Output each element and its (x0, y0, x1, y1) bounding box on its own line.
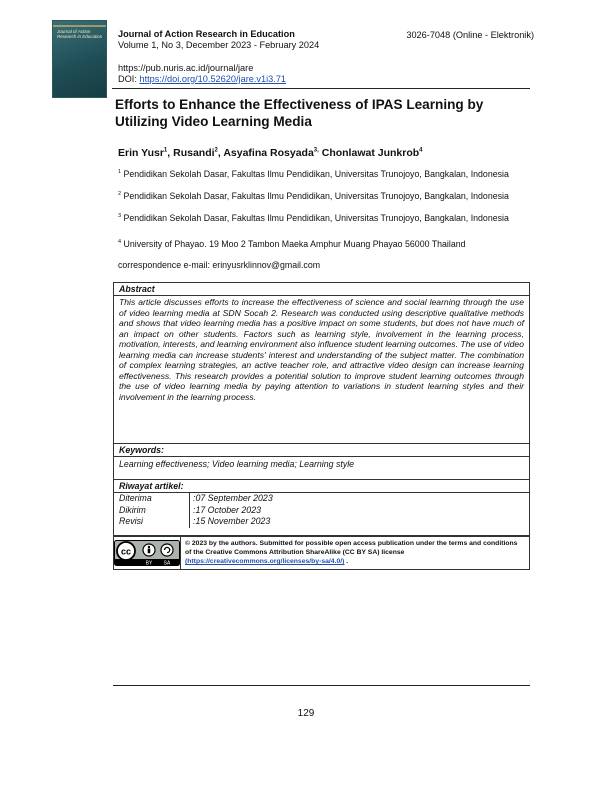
affiliation-sup: 3 (118, 213, 122, 219)
article-title: Efforts to Enhance the Effectiveness of IPAS Learning by Utilizing Video Learning Media (115, 97, 484, 129)
license-link[interactable]: (https://creativecommons.org/licenses/by-sa/4.0/) (185, 558, 345, 565)
author-list (118, 147, 423, 159)
cc-by-sa-badge (114, 537, 181, 569)
svg-text:cc: cc (120, 546, 132, 557)
history-label: Revisi (114, 516, 190, 528)
journal-name: Journal of Action Research in Education (118, 29, 295, 39)
abstract-heading: Abstract (114, 283, 529, 296)
affiliation-text: Pendidikan Sekolah Dasar, Fakultas Ilmu Pendidikan, Universitas Trunojoyo, Bangkalan, Indonesia (123, 212, 509, 223)
license-statement: © 2023 by the authors. Submitted for possible open access publication under the terms and conditions of the Creative Commons Attribution ShareAlike (CC BY SA) license (185, 540, 518, 556)
affiliation-sup: 4 (118, 239, 122, 245)
license-text (181, 537, 529, 569)
keywords-box (113, 444, 530, 480)
doi-link[interactable]: https://doi.org/10.52620/jare.v1i3.71 (139, 74, 287, 84)
history-value: :07 September 2023 (193, 493, 273, 503)
correspondence-email: correspondence e-mail: erinyusrklinnov@gmail.com (118, 260, 321, 270)
volume-info: Volume 1, No 3, December 2023 - February 2024 (118, 40, 320, 50)
author-sup: 1 (163, 147, 168, 154)
history-label: Dikirim (114, 505, 190, 517)
history-row (114, 516, 529, 528)
badge-sa-label: SA (163, 560, 171, 566)
abstract-box (113, 282, 530, 444)
journal-cover-image (52, 20, 107, 98)
history-heading: Riwayat artikel: (114, 480, 529, 493)
footer-rule (113, 685, 530, 686)
affiliation-sup: 1 (118, 169, 122, 175)
badge-by-label: BY (145, 560, 153, 566)
license-box (113, 536, 530, 570)
author-name: Rusandi (173, 147, 215, 159)
author-sup: 3, (313, 147, 319, 154)
doi-label: DOI: (118, 74, 137, 84)
affiliation-text: Pendidikan Sekolah Dasar, Fakultas Ilmu Pendidikan, Universitas Trunojoyo, Bangkalan, Indonesia (123, 190, 509, 201)
affiliation-1 (118, 167, 530, 180)
abstract-text: This article discusses efforts to increase the effectiveness of science and social learning through the use of video learning media at SDN Socah 2. Research was conducted using descriptive qualitative methods and shows that video learning media has a positive impact on some students, but does not have much of an impact on other students. Factors such as learning style, involvement in the learning process, motivation, interests, and learning environment also influence student learning outcomes. The use of video learning media can increase students' interest and understanding of the subject matter. The combination of complex learning strategies, an active teacher role, and attractive video design can increase learning effectiveness. This research provides a potential solution to improve student learning outcomes through the use of video learning media by paying attention to variations in student learning styles and their involvement in the learning process. (119, 297, 524, 402)
history-row (114, 493, 529, 505)
license-suffix: . (344, 558, 349, 565)
keywords-heading: Keywords: (114, 444, 529, 457)
history-value: :15 November 2023 (193, 516, 271, 526)
author-sup: 4 (419, 147, 423, 154)
doi-line (118, 74, 286, 85)
keywords-text: Learning effectiveness; Video learning media; Learning style (119, 459, 355, 469)
history-value: :17 October 2023 (193, 504, 261, 515)
issn: 3026-7048 (Online - Elektronik) (406, 30, 534, 40)
history-label: Diterima (114, 493, 190, 505)
header-rule (112, 88, 530, 89)
affiliation-4 (118, 237, 530, 250)
journal-url[interactable]: https://pub.nuris.ac.id/journal/jare (118, 63, 254, 73)
cover-stripe (53, 25, 107, 27)
author-name: Erin Yusr (118, 147, 164, 159)
history-box (113, 480, 530, 536)
affiliation-3 (118, 211, 530, 224)
author-sep: , (167, 147, 174, 159)
affiliation-2 (118, 189, 530, 202)
history-row (114, 505, 529, 517)
affiliation-text: University of Phayao. 19 Moo 2 Tambon Maeka Amphur Muang Phayao 56000 Thailand (123, 238, 466, 249)
author-name: Asyafina Rosyada (223, 147, 314, 159)
affiliation-text: Pendidikan Sekolah Dasar, Fakultas Ilmu Pendidikan, Universitas Trunojoyo, Bangkalan, Indonesia (123, 168, 509, 179)
author-sep: , (217, 147, 224, 159)
author-sup: 2 (214, 147, 218, 154)
affiliation-sup: 2 (118, 191, 122, 197)
cover-title: Journal of Action Research in Education (57, 29, 103, 39)
page-number: 129 (297, 708, 315, 719)
author-name: Chonlawat Junkrob (321, 147, 420, 159)
cc-license-icon (114, 540, 180, 566)
